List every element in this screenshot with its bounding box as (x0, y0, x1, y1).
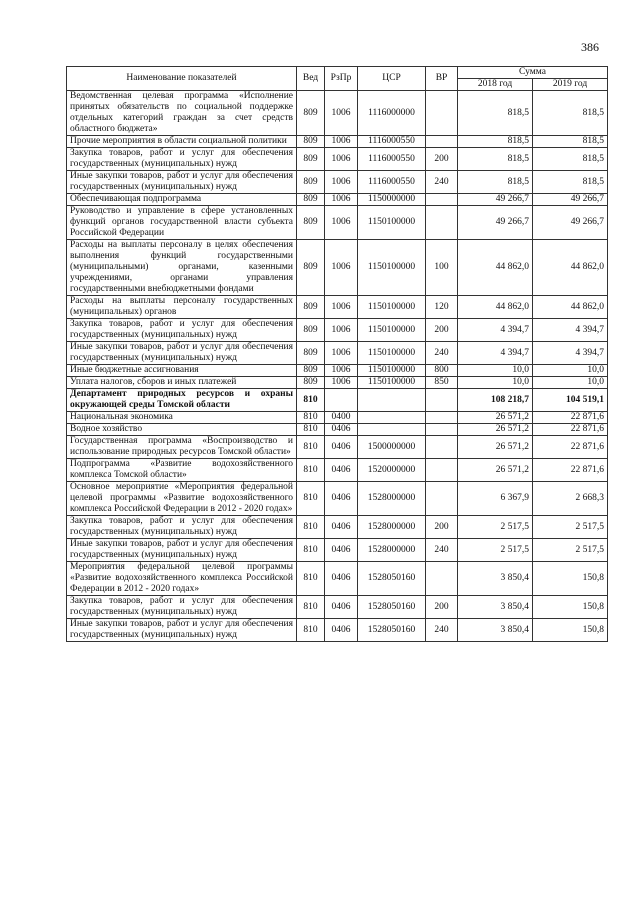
row-csr: 1150100000 (358, 377, 426, 389)
row-rzpr: 0406 (325, 562, 358, 596)
table-row (67, 596, 608, 619)
page-number: 386 (581, 40, 599, 54)
row-name: Закупка товаров, работ и услуг для обеспечения государственных (муниципальных) нужд (67, 148, 297, 171)
row-rzpr: 1006 (325, 171, 358, 194)
header-sum: Сумма (458, 67, 608, 79)
row-vr: 100 (426, 240, 458, 296)
row-sum-2018: 4 394,7 (458, 319, 533, 342)
row-csr: 1150100000 (358, 342, 426, 365)
row-name: Иные закупки товаров, работ и услуг для обеспечения государственных (муниципальных) нужд (67, 619, 297, 642)
header-ved: Вед (297, 67, 325, 91)
row-name: Ведомственная целевая программа «Исполнение принятых обязательств по социальной поддержке отдельных категорий граждан за счет средств областного бюджета» (67, 91, 297, 136)
row-rzpr: 0406 (325, 436, 358, 459)
row-vr: 240 (426, 619, 458, 642)
row-csr: 1116000550 (358, 136, 426, 148)
table-row (67, 206, 608, 240)
row-sum-2018: 26 571,2 (458, 459, 533, 482)
row-sum-2019: 2 517,5 (533, 539, 608, 562)
row-sum-2019: 4 394,7 (533, 342, 608, 365)
row-name: Обеспечивающая подпрограмма (67, 194, 297, 206)
row-ved: 809 (297, 148, 325, 171)
row-sum-2019: 10,0 (533, 377, 608, 389)
row-ved: 810 (297, 562, 325, 596)
row-vr: 240 (426, 539, 458, 562)
row-sum-2018: 818,5 (458, 136, 533, 148)
row-vr: 200 (426, 516, 458, 539)
table-body (67, 91, 608, 642)
row-vr (426, 136, 458, 148)
row-rzpr: 0406 (325, 516, 358, 539)
row-rzpr: 1006 (325, 342, 358, 365)
row-rzpr: 1006 (325, 240, 358, 296)
row-vr (426, 206, 458, 240)
row-sum-2019: 150,8 (533, 596, 608, 619)
table-row (67, 539, 608, 562)
row-sum-2019: 49 266,7 (533, 206, 608, 240)
row-rzpr: 1006 (325, 194, 358, 206)
row-vr: 200 (426, 319, 458, 342)
row-ved: 809 (297, 91, 325, 136)
row-rzpr: 0406 (325, 424, 358, 436)
row-csr: 1520000000 (358, 459, 426, 482)
table-row (67, 240, 608, 296)
table-row (67, 424, 608, 436)
row-name: Основное мероприятие «Мероприятия федеральной целевой программы «Развитие водохозяйственного комплекса Российской Федерации в 2012 - 2020 годах» (67, 482, 297, 516)
table-row (67, 389, 608, 412)
row-vr: 200 (426, 148, 458, 171)
row-ved: 810 (297, 412, 325, 424)
row-name: Закупка товаров, работ и услуг для обеспечения государственных (муниципальных) нужд (67, 596, 297, 619)
row-csr: 1500000000 (358, 436, 426, 459)
row-sum-2018: 2 517,5 (458, 539, 533, 562)
row-rzpr: 1006 (325, 377, 358, 389)
row-ved: 809 (297, 240, 325, 296)
table-row (67, 377, 608, 389)
row-sum-2019: 44 862,0 (533, 240, 608, 296)
row-rzpr: 0406 (325, 459, 358, 482)
row-csr: 1150100000 (358, 319, 426, 342)
table-row (67, 91, 608, 136)
row-name: Подпрограмма «Развитие водохозяйственного комплекса Томской области» (67, 459, 297, 482)
row-csr: 1528050160 (358, 619, 426, 642)
row-rzpr: 0406 (325, 482, 358, 516)
row-sum-2019: 818,5 (533, 136, 608, 148)
row-vr (426, 482, 458, 516)
header-name: Наименование показателей (67, 67, 297, 91)
row-ved: 810 (297, 516, 325, 539)
row-csr: 1150100000 (358, 206, 426, 240)
row-vr (426, 459, 458, 482)
row-vr (426, 412, 458, 424)
row-ved: 809 (297, 377, 325, 389)
row-name: Департамент природных ресурсов и охраны окружающей среды Томской области (67, 389, 297, 412)
budget-table (66, 66, 608, 642)
row-sum-2018: 3 850,4 (458, 619, 533, 642)
row-sum-2018: 26 571,2 (458, 424, 533, 436)
row-ved: 809 (297, 194, 325, 206)
row-sum-2019: 2 517,5 (533, 516, 608, 539)
table-row (67, 459, 608, 482)
row-sum-2019: 44 862,0 (533, 296, 608, 319)
row-name: Государственная программа «Воспроизводство и использование природных ресурсов Томской области» (67, 436, 297, 459)
row-sum-2019: 49 266,7 (533, 194, 608, 206)
row-sum-2018: 26 571,2 (458, 436, 533, 459)
row-sum-2018: 44 862,0 (458, 296, 533, 319)
row-vr (426, 194, 458, 206)
row-sum-2018: 108 218,7 (458, 389, 533, 412)
row-ved: 810 (297, 459, 325, 482)
row-sum-2019: 818,5 (533, 91, 608, 136)
row-sum-2018: 818,5 (458, 148, 533, 171)
row-ved: 809 (297, 296, 325, 319)
table-row (67, 619, 608, 642)
row-ved: 809 (297, 365, 325, 377)
row-sum-2018: 26 571,2 (458, 412, 533, 424)
row-vr: 200 (426, 596, 458, 619)
row-name: Прочие мероприятия в области социальной политики (67, 136, 297, 148)
header-rzpr: РзПр (325, 67, 358, 91)
row-vr (426, 91, 458, 136)
row-sum-2019: 22 871,6 (533, 436, 608, 459)
row-ved: 809 (297, 319, 325, 342)
row-name: Уплата налогов, сборов и иных платежей (67, 377, 297, 389)
row-sum-2018: 3 850,4 (458, 596, 533, 619)
row-rzpr: 1006 (325, 136, 358, 148)
row-sum-2019: 150,8 (533, 619, 608, 642)
row-name: Иные бюджетные ассигнования (67, 365, 297, 377)
row-vr: 240 (426, 171, 458, 194)
row-csr: 1150100000 (358, 365, 426, 377)
row-ved: 809 (297, 136, 325, 148)
row-sum-2019: 150,8 (533, 562, 608, 596)
table-row (67, 136, 608, 148)
header-vr: ВР (426, 67, 458, 91)
table-row (67, 482, 608, 516)
row-ved: 810 (297, 539, 325, 562)
row-name: Мероприятия федеральной целевой программы «Развитие водохозяйственного комплекса Российской Федерации в 2012 - 2020 годах» (67, 562, 297, 596)
row-name: Национальная экономика (67, 412, 297, 424)
row-sum-2018: 3 850,4 (458, 562, 533, 596)
row-sum-2018: 6 367,9 (458, 482, 533, 516)
row-sum-2018: 49 266,7 (458, 194, 533, 206)
row-csr: 1150100000 (358, 296, 426, 319)
row-rzpr (325, 389, 358, 412)
row-ved: 810 (297, 424, 325, 436)
row-csr: 1116000550 (358, 171, 426, 194)
row-rzpr: 1006 (325, 148, 358, 171)
row-sum-2018: 10,0 (458, 377, 533, 389)
row-name: Расходы на выплаты персоналу государственных (муниципальных) органов (67, 296, 297, 319)
row-vr (426, 562, 458, 596)
row-sum-2019: 10,0 (533, 365, 608, 377)
row-ved: 810 (297, 436, 325, 459)
row-name: Иные закупки товаров, работ и услуг для обеспечения государственных (муниципальных) нужд (67, 171, 297, 194)
row-rzpr: 1006 (325, 296, 358, 319)
row-name: Расходы на выплаты персоналу в целях обеспечения выполнения функций государственными (муниципальными) органами, казенными учреждениями, органами управления государственными внебюджетными фондами (67, 240, 297, 296)
row-name: Закупка товаров, работ и услуг для обеспечения государственных (муниципальных) нужд (67, 516, 297, 539)
row-rzpr: 1006 (325, 91, 358, 136)
row-sum-2019: 4 394,7 (533, 319, 608, 342)
table-row (67, 412, 608, 424)
row-vr: 800 (426, 365, 458, 377)
row-sum-2018: 818,5 (458, 171, 533, 194)
table-row (67, 148, 608, 171)
row-sum-2018: 4 394,7 (458, 342, 533, 365)
row-name: Руководство и управление в сфере установленных функций органов государственной власти субъекта Российской Федерации (67, 206, 297, 240)
row-csr: 1116000550 (358, 148, 426, 171)
row-name: Иные закупки товаров, работ и услуг для обеспечения государственных (муниципальных) нужд (67, 539, 297, 562)
row-rzpr: 0400 (325, 412, 358, 424)
row-rzpr: 1006 (325, 206, 358, 240)
row-csr: 1528000000 (358, 516, 426, 539)
row-vr: 240 (426, 342, 458, 365)
row-csr: 1116000000 (358, 91, 426, 136)
header-csr: ЦСР (358, 67, 426, 91)
row-sum-2019: 22 871,6 (533, 424, 608, 436)
header-year-2019: 2019 год (533, 79, 608, 91)
row-sum-2018: 44 862,0 (458, 240, 533, 296)
table-row (67, 171, 608, 194)
row-ved: 810 (297, 482, 325, 516)
row-csr: 1528050160 (358, 596, 426, 619)
row-csr: 1528000000 (358, 539, 426, 562)
table-row (67, 296, 608, 319)
header-year-2018: 2018 год (458, 79, 533, 91)
row-csr (358, 424, 426, 436)
row-csr: 1150000000 (358, 194, 426, 206)
row-rzpr: 1006 (325, 319, 358, 342)
row-vr (426, 424, 458, 436)
row-sum-2019: 818,5 (533, 171, 608, 194)
row-csr: 1150100000 (358, 240, 426, 296)
row-ved: 810 (297, 389, 325, 412)
row-rzpr: 1006 (325, 365, 358, 377)
table-row (67, 436, 608, 459)
row-rzpr: 0406 (325, 539, 358, 562)
row-ved: 809 (297, 171, 325, 194)
table-row (67, 562, 608, 596)
row-name: Водное хозяйство (67, 424, 297, 436)
row-csr: 1528050160 (358, 562, 426, 596)
row-name: Иные закупки товаров, работ и услуг для обеспечения государственных (муниципальных) нужд (67, 342, 297, 365)
row-csr: 1528000000 (358, 482, 426, 516)
row-sum-2019: 818,5 (533, 148, 608, 171)
row-ved: 810 (297, 619, 325, 642)
table-row (67, 194, 608, 206)
row-rzpr: 0406 (325, 619, 358, 642)
row-ved: 809 (297, 342, 325, 365)
row-name: Закупка товаров, работ и услуг для обеспечения государственных (муниципальных) нужд (67, 319, 297, 342)
row-sum-2018: 818,5 (458, 91, 533, 136)
row-vr: 120 (426, 296, 458, 319)
table-row (67, 365, 608, 377)
row-vr (426, 436, 458, 459)
table-row (67, 342, 608, 365)
row-vr: 850 (426, 377, 458, 389)
table-row (67, 319, 608, 342)
row-sum-2018: 2 517,5 (458, 516, 533, 539)
table-row (67, 516, 608, 539)
row-sum-2019: 2 668,3 (533, 482, 608, 516)
row-vr (426, 389, 458, 412)
row-sum-2018: 10,0 (458, 365, 533, 377)
row-csr (358, 389, 426, 412)
row-sum-2019: 104 519,1 (533, 389, 608, 412)
row-sum-2019: 22 871,6 (533, 459, 608, 482)
row-ved: 810 (297, 596, 325, 619)
row-sum-2019: 22 871,6 (533, 412, 608, 424)
row-ved: 809 (297, 206, 325, 240)
row-csr (358, 412, 426, 424)
row-rzpr: 0406 (325, 596, 358, 619)
row-sum-2018: 49 266,7 (458, 206, 533, 240)
